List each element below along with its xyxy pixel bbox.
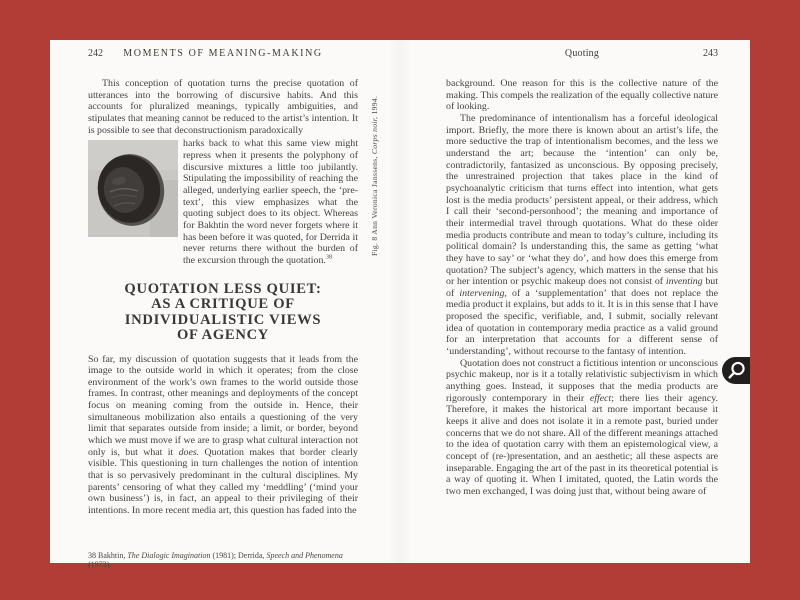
paragraph-wrapped: harks back to what this same view might repress when it presents the polyphony of discursive mixtures a little too jubilantly. Stipulating the impossibility of reaching the alleged, underlying earlier speech, the ‘pre-text’, this view emphasizes what the quoting subject does to its object. Whereas for Bakhtin the word never forgets where it has been before it was quoted, for Derrida it never returns there without the burden of the excursion through the quotation.$^{38}$ xyxy=(183,138,358,266)
section-heading-line: OF AGENCY xyxy=(176,327,270,343)
footnote: 38 Bakhtin, The Dialogic Imagination (1981); Derrida, Speech and Phenomena (1973). xyxy=(88,550,343,570)
section-heading xyxy=(88,282,358,344)
page-left xyxy=(88,40,379,570)
running-head-title-left: MOMENTS OF MEANING-MAKING xyxy=(123,48,323,59)
paragraph-intro: This conception of quotation turns the precise quotation of utterances into the borrowing of discursive habits. And this accounts for pluralized meanings, typically ambiguities, and stipulates that meaning cannot be reduced to the artist’s intention. It is possible to see that deconstructionism paradoxically xyxy=(88,78,358,136)
figure-caption-year: 1994. xyxy=(370,96,379,117)
paragraph-background: background. One reason for this is the collective nature of the making. This compels the realization of the equally collective nature of looking. xyxy=(446,78,718,113)
running-head-right xyxy=(446,48,718,62)
corps-noir-artwork-image xyxy=(88,140,178,237)
figure-caption-title: Corps noir, xyxy=(370,116,379,155)
running-head-left xyxy=(88,48,358,62)
figure-caption xyxy=(370,96,379,257)
search-tab[interactable] xyxy=(722,357,750,384)
paragraph-intentionalism: The predominance of intentionalism has a forceful ideological import. Briefly, the more there is known about an artist’s life, the more seductive the trap of intentionalism becomes, and the less we understand the art; because the ‘intention’ can only be, contradictorily, fantasized as unconscious. By opposing precisely, the unrestrained projection that takes place in the kind of psychoanalytic criticism that turns effect into intention, what gets lost is the media products’ persistent appeal, or their address, which I call their ‘second-personhood’; the meaning and importance of their intermedial travel through quotations. What do these older media products contribute and mean to today’s culture, including its political domain? Is understanding this, the same as getting ‘what they have to say’ or ‘what they do’, and how does this emerge from quotation? The subject’s agency, which matters in the sense that his or her intention or psychic makeup does not consist of inventing but of intervening, of a ‘supplementation’ that does not replace the media product it explains, but adds to it. It is in this sense that I have proposed the specific, verifiable, and, I submit, socially relevant idea of quotation in contemporary media practice as a valid ground for an interpretation that accounts for a different sense of ‘understanding’, without recourse to the fantasy of intention. xyxy=(446,112,718,358)
page-number-left: 242 xyxy=(88,48,103,59)
search-icon xyxy=(725,359,747,382)
paragraph-quotation-construct: Quotation does not construct a fictitious intention or unconscious psychic makeup, nor is it a totally relativistic subjectivism in which anything goes. Instead, it supposes that the media products are rigorously contemporary in their effect; there lies their agency. Therefore, it makes the historical art more important because it keeps it alive and does not isolate it in a remote past, buried under concerns that we do not share. All of the different meanings attached to the idea of quotation carry with them an epistemological view, a concept of (re-)presentation, and an aesthetic; all these aspects are inseparable. Engaging the art of the past in its theoretical potential is a way of quoting it. When I imitated, quoted, the Latin words the two men exchanged, I was doing just that, without being aware of xyxy=(446,357,718,497)
section-heading-line: QUOTATION LESS QUIET: xyxy=(124,280,322,297)
book-spread xyxy=(50,40,750,570)
section-heading-line: AS A CRITIQUE OF xyxy=(151,296,295,312)
figure-caption-prefix: Fig. 8 Ann Veronica Janssens, xyxy=(370,154,379,257)
paragraph-agency: So far, my discussion of quotation suggests that it leads from the image to the outside world in which it operates; from the close environment of the work’s own frames to the world outside those frames. In contrast, other meanings and deployments of the concept focus on meaning coming from the outside in. Hence, their simultaneous mobilization also entails a questioning of the very limit that separates outside from inside; a limit, or border, beyond which we must move if we are to grasp what cultural interaction not only is, but what it does. Quotation makes that border clearly visible. This questioning in turn challenges the notion of intention that is so pervasively predominant in the cultural disciplines. My parents’ censoring of what they called my ‘meddling’ (‘mind your own business’) is, in fact, an appeal to their privileging of their intentions. In more recent media art, this question has faded into the xyxy=(88,353,358,517)
page-number-right: 243 xyxy=(703,48,718,59)
page-right xyxy=(446,40,718,498)
section-heading-line: INDIVIDUALISTIC VIEWS xyxy=(124,311,322,328)
running-head-title-right: Quoting xyxy=(564,48,600,59)
page-gutter xyxy=(388,40,412,563)
